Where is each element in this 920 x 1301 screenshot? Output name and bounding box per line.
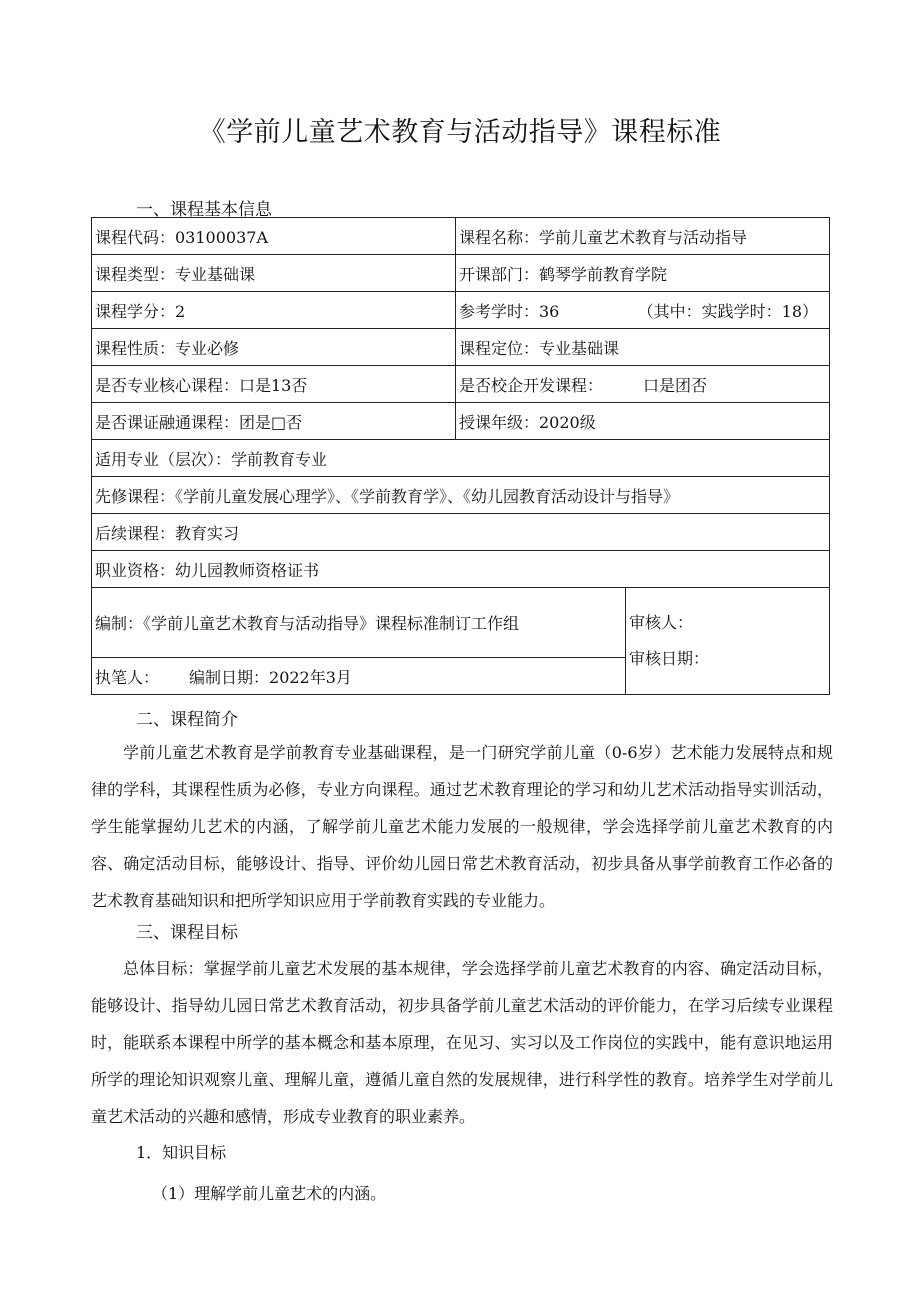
table-row (92, 588, 830, 658)
table-row (92, 514, 830, 551)
course-info-table (91, 217, 830, 695)
compile-date: 编制日期：2022年3月 (189, 667, 352, 687)
table-row (92, 255, 830, 292)
section-heading-course-goals: 三、课程目标 (136, 923, 238, 943)
table-row (92, 477, 830, 514)
review-cell (626, 588, 830, 695)
credit-cell: 课程学分：2 (92, 292, 456, 329)
knowledge-goal-heading: 1．知识目标 (136, 1143, 227, 1162)
course-name-cell: 课程名称：学前儿童艺术教育与活动指导 (456, 218, 830, 255)
course-nature-cell: 课程性质：专业必修 (92, 329, 456, 366)
overall-goal-paragraph: 总体目标：掌握学前儿童艺术发展的基本规律，学会选择学前儿童艺术教育的内容、确定活动目标，能够设计、指导幼儿园日常艺术教育活动，初步具备学前儿童艺术活动的评价能力，在学习后续专业课程时，能联系本课程中所学的基本概念和基本原理，在见习、实习以及工作岗位的实践中，能有意识地运用所学的理论知识观察儿童、理解儿童，遵循儿童自然的发展规律，进行科学性的教育。培养学生对学前儿童艺术活动的兴趣和感情，形成专业教育的职业素养。 (91, 959, 833, 1126)
core-course-cell: 是否专业核心课程：口是13否 (92, 366, 456, 403)
course-type-cell: 课程类型：专业基础课 (92, 255, 456, 292)
school-enterprise-label: 是否校企开发课程： (459, 375, 604, 395)
table-row (92, 366, 830, 403)
section-heading-course-intro: 二、课程简介 (136, 710, 238, 730)
table-row (92, 218, 830, 255)
grade-cell: 授课年级：2020级 (456, 403, 830, 440)
knowledge-goal-item: （1）理解学前儿童艺术的内涵。 (152, 1184, 387, 1203)
table-row (92, 440, 830, 477)
course-position-cell: 课程定位：专业基础课 (456, 329, 830, 366)
hours-cell (456, 292, 830, 329)
section-heading-basic-info: 一、课程基本信息 (136, 200, 272, 220)
follow-up-courses-cell: 后续课程：教育实习 (92, 514, 830, 551)
course-intro-paragraph: 学前儿童艺术教育是学前教育专业基础课程，是一门研究学前儿童（0-6岁）艺术能力发展特点和规律的学科，其课程性质为必修，专业方向课程。通过艺术教育理论的学习和幼儿艺术活动指导实训活动，学生能掌握幼儿艺术的内涵，了解学前儿童艺术能力发展的一般规律，学会选择学前儿童艺术教育的内容、确定活动目标，能够设计、指导、评价幼儿园日常艺术教育活动，初步具备从事学前教育工作必备的艺术教育基础知识和把所学知识应用于学前教育实践的专业能力。 (91, 743, 833, 910)
course-code-cell: 课程代码：03100037A (92, 218, 456, 255)
reference-hours: 参考学时：36 (459, 301, 560, 321)
writer-cell (92, 658, 626, 695)
table-row (92, 403, 830, 440)
certificate-integration-cell: 是否课证融通课程：团是□否 (92, 403, 456, 440)
school-enterprise-cell (456, 366, 830, 403)
document-title: 《学前儿童艺术教育与活动指导》课程标准 (198, 117, 722, 148)
qualification-cell: 职业资格：幼儿园教师资格证书 (92, 551, 830, 588)
practice-hours: （其中：实践学时：18） (637, 301, 819, 321)
table-row (92, 292, 830, 329)
reviewer-label: 审核人： (629, 613, 694, 632)
table-row (92, 551, 830, 588)
applicable-major-cell: 适用专业（层次）：学前教育专业 (92, 440, 830, 477)
writer-label: 执笔人： (95, 667, 160, 687)
table-row (92, 329, 830, 366)
review-date-label: 审核日期： (629, 649, 710, 668)
prerequisite-courses-cell: 先修课程：《学前儿童发展心理学》、《学前教育学》、《幼儿园教育活动设计与指导》 (92, 477, 830, 514)
department-cell: 开课部门：鹤琴学前教育学院 (456, 255, 830, 292)
school-enterprise-value: 口是团否 (643, 375, 708, 395)
compiled-by-cell: 编制：《学前儿童艺术教育与活动指导》课程标准制订工作组 (92, 588, 626, 658)
